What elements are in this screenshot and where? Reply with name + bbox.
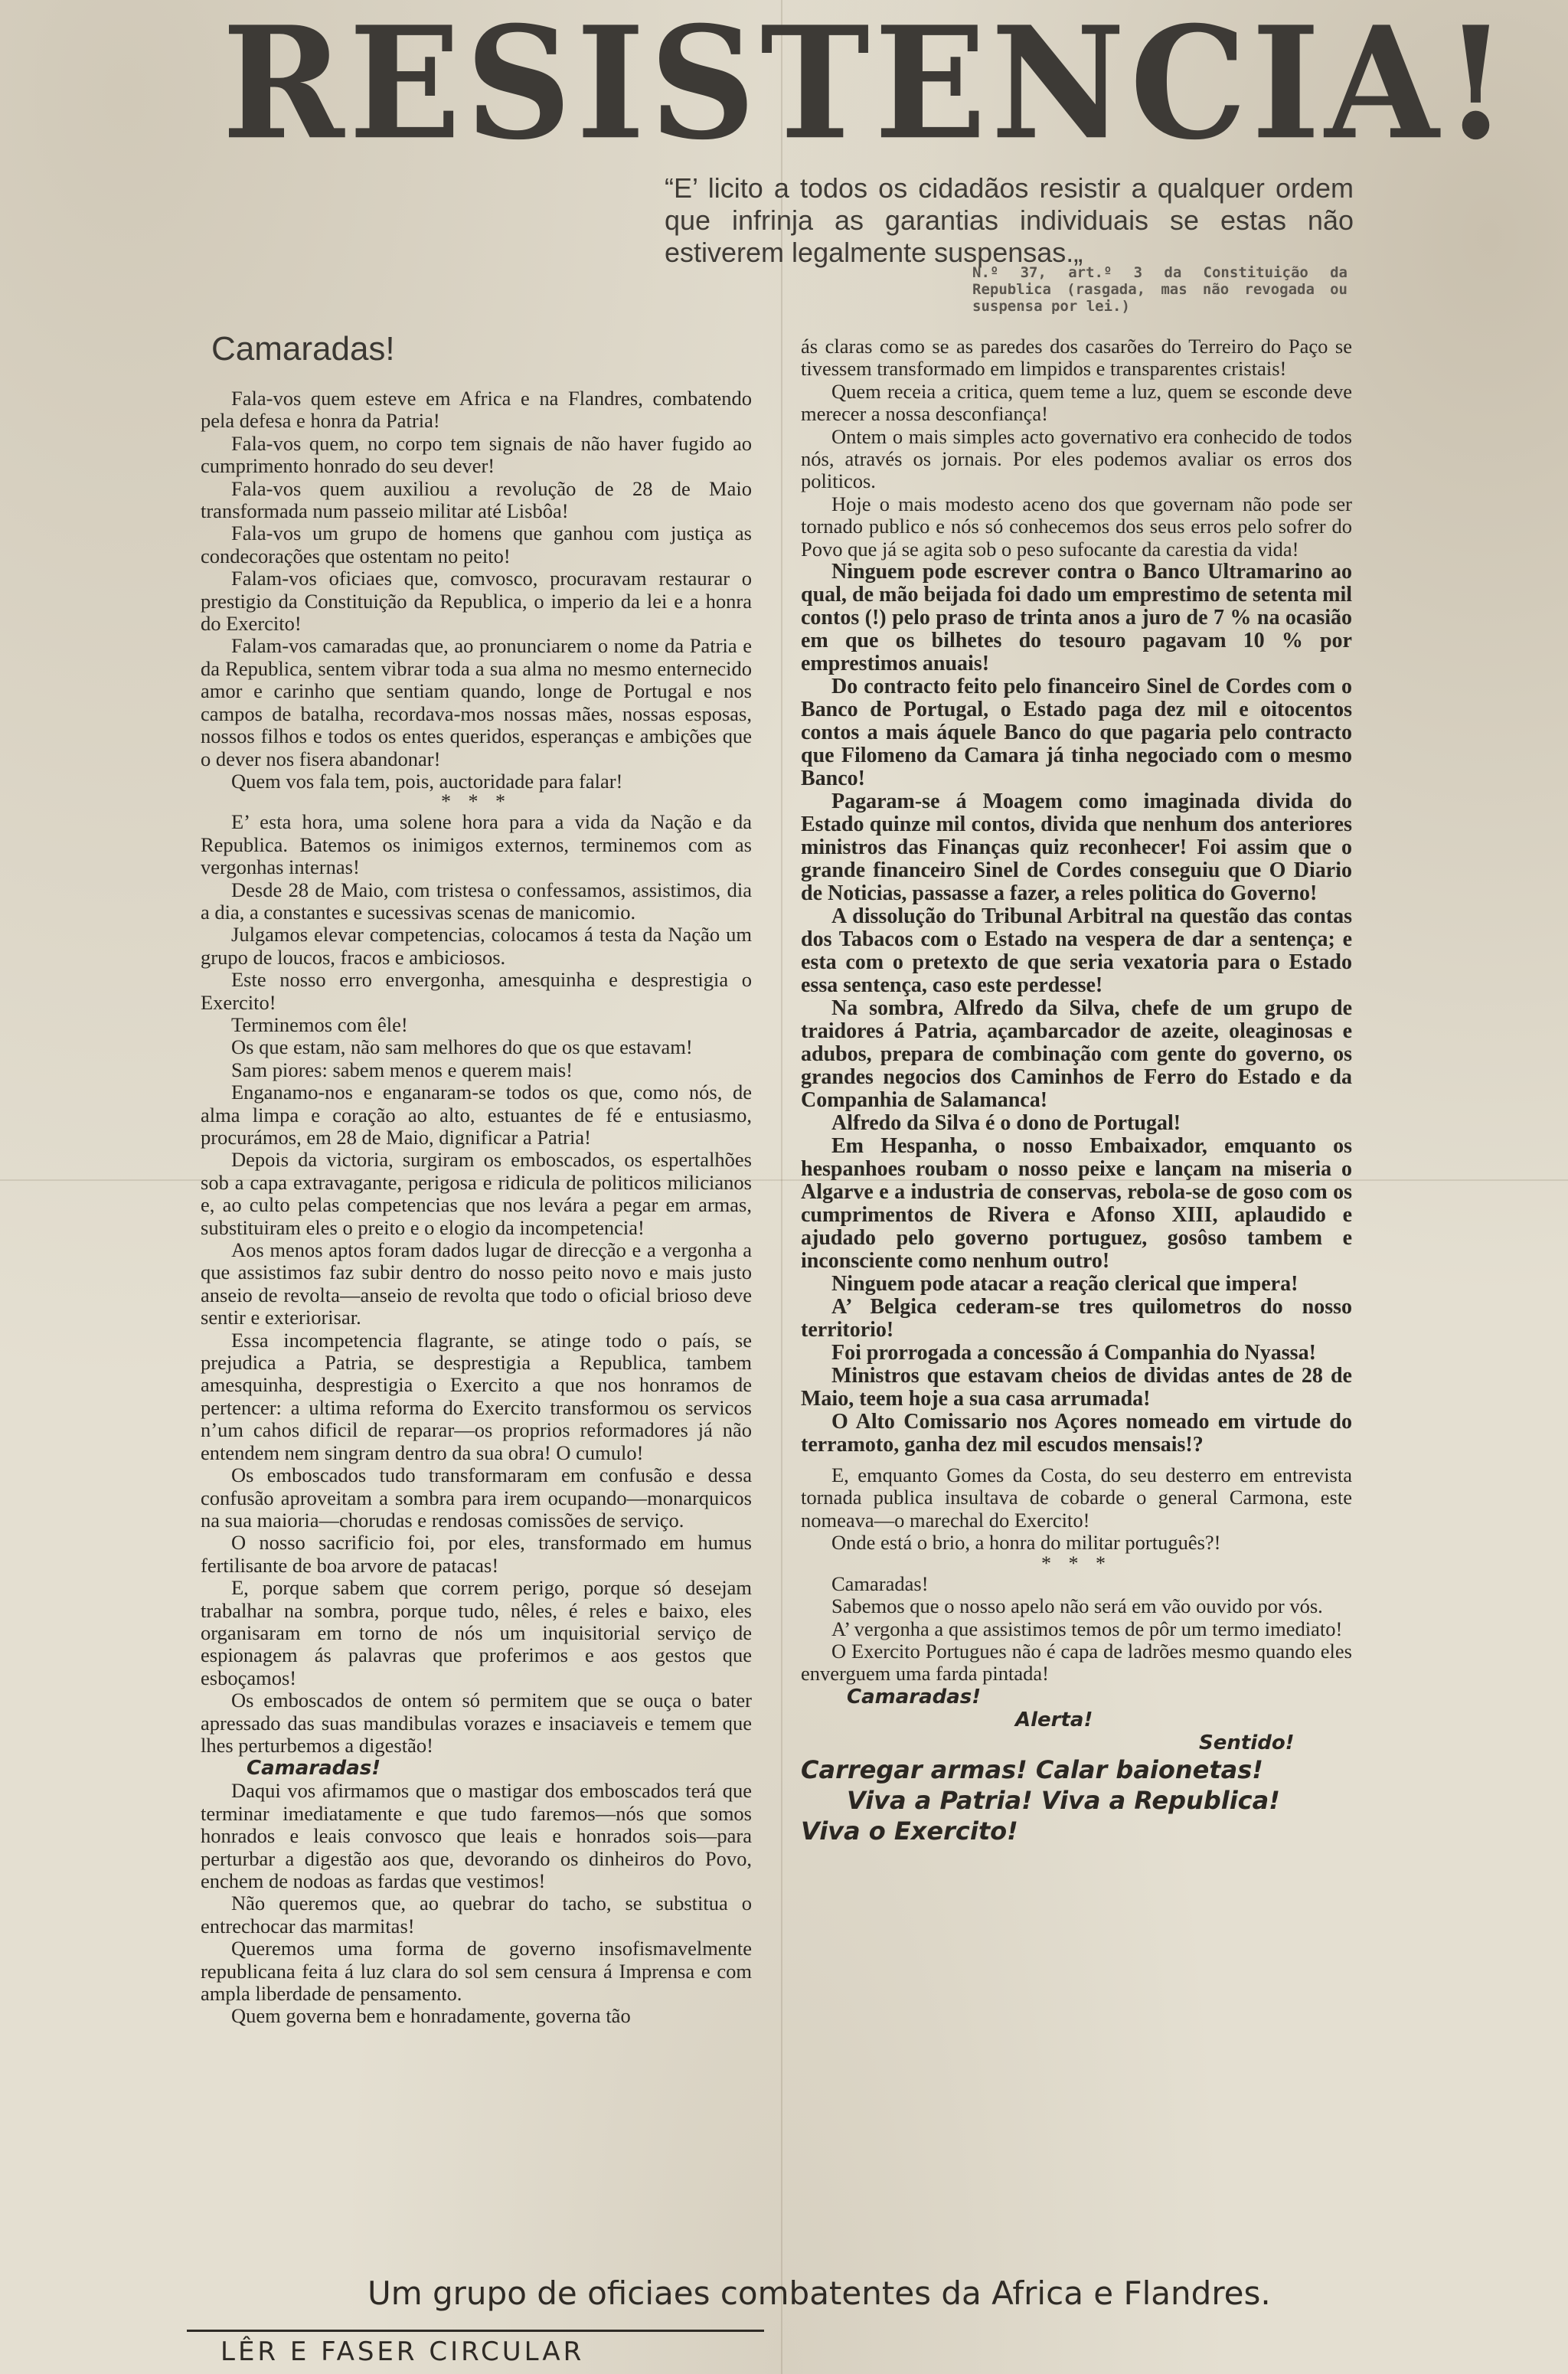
- left-heading-wrap: [205, 329, 511, 374]
- paragraph: Sam piores: sabem menos e querem mais!: [231, 1058, 573, 1081]
- paragraph: ás claras como se as paredes dos casarões do Terreiro do Paço se tivessem transformado em limpidos e transparentes cristais!: [801, 335, 1352, 381]
- paragraph: Sabemos que o nosso apelo não será em vão ouvido por vós.: [831, 1594, 1323, 1618]
- subheading-camaradas: Camaradas!: [247, 1757, 381, 1780]
- call-sentido: Sentido!: [1199, 1731, 1295, 1754]
- paragraph: Desde 28 de Maio, com tristesa o confessamos, assistimos, dia a dia, a constantes e sucessivas scenas de manicomio.: [201, 878, 752, 924]
- fold-line-vertical: [781, 0, 782, 2374]
- subheading-camaradas: Camaradas!: [847, 1685, 982, 1709]
- paragraph: Quem vos fala tem, pois, auctoridade para falar!: [231, 769, 623, 793]
- paragraph: E’ esta hora, uma solene hora para a vida da Nação e da Republica. Batemos os inimigos externos, terminemos com as vergonhas internas!: [201, 810, 752, 879]
- paragraph-bold: Em Hespanha, o nosso Embaixador, emquanto os hespanhoes roubam o nosso peixe e lançam na miseria o Algarve e a industria de conservas, rebola-se de goso com os cumprimentos de Rivera e Afonso XIII, aplaudido e ajudado pelo governo portuguez, gosôso tambem e inconsciente como nenhum outro!: [801, 1134, 1352, 1274]
- paragraph: A’ vergonha a que assistimos temos de pôr um termo imediato!: [831, 1617, 1343, 1640]
- paragraph-bold: Ninguem pode atacar a reação clerical que impera!: [831, 1272, 1298, 1297]
- paragraph: Ontem o mais simples acto governativo era conhecido de todos nós, através os jornais. Por eles podemos avaliar os erros dos politicos.: [801, 424, 1352, 493]
- paragraph: Camaradas!: [831, 1571, 929, 1595]
- paragraph: Hoje o mais modesto aceno dos que governam não pode ser tornado publico e nós só conhecemos dos seus erros pelo sofrer do Povo que já se agita sob o peso sufocante da carestia da vida!: [801, 492, 1352, 561]
- paragraph: Terminemos com êle!: [231, 1012, 408, 1036]
- paragraph: E, porque sabem que correm perigo, porque só desejam trabalhar na sombra, porque tudo, nêles, é reles e baixo, eles organisaram em torno de nós um inquisitorial serviço de espionagem ás palavras que proferimos e aos gestos que esboçamos!: [201, 1576, 752, 1689]
- paragraph-bold: O Alto Comissario nos Açores nomeado em virtude do terramoto, ganha dez mil escudos mensais!?: [801, 1410, 1352, 1457]
- paragraph-bold: Ninguem pode escrever contra o Banco Ultramarino ao qual, de mão beijada foi dado um emprestimo de setenta mil contos (!) pelo praso de trinta anos a juro de 7 % na ocasião em que os bilhetes do tesouro pagavam 10 % por emprestimos anuais!: [801, 560, 1352, 676]
- paragraph: Onde está o brio, a honra do militar português?!: [831, 1531, 1221, 1555]
- circular-instruction: LÊR E FASER CIRCULAR: [187, 2330, 764, 2367]
- paragraph: Depois da victoria, surgiram os emboscados, os espertalhões sob a capa extravagante, perigosa e ridicula de politicos milicianos e, ao culto pelas competencias que nos levára a pegar em armas, substituiram eles o preito e o elogio da incompetencia!: [201, 1148, 752, 1239]
- paragraph-bold: Na sombra, Alfredo da Silva, chefe de um grupo de traidores á Patria, açambarcador de azeite, oleaginosas e adubos, prepara de combinação com gente do governo, os grandes negocios dos Caminhos de Ferro do Estado e da Companhia de Salamanca!: [801, 996, 1352, 1113]
- paragraph: Fala-vos quem auxiliou a revolução de 28 de Maio transformada num passeio militar até Lisbôa!: [201, 476, 752, 523]
- call-alerta: Alerta!: [1015, 1708, 1093, 1731]
- right-column: [801, 335, 1352, 1846]
- paragraph-bold: A’ Belgica cederam-se tres quilometros do nosso territorio!: [801, 1295, 1352, 1342]
- paragraph: Enganamo-nos e enganaram-se todos os que, como nós, de alma limpa e coração ao alto, estuantes de fé e entusiasmo, procurámos, em 28 de Maio, dignificar a Patria!: [201, 1081, 752, 1149]
- paragraph-bold: Alfredo da Silva é o dono de Portugal!: [831, 1111, 1181, 1136]
- paragraph: Os que estam, não sam melhores do que os que estavam!: [231, 1035, 693, 1059]
- paragraph: Não queremos que, ao quebrar do tacho, se substitua o entrechocar das marmitas!: [201, 1892, 752, 1937]
- paragraph: Aos menos aptos foram dados lugar de direcção e a vergonha a que assistimos faz subir dentro do nosso peito novo e mais justo anseio de revolta—anseio de revolta que todo o oficial brioso deve sentir e exteriorisar.: [201, 1238, 752, 1329]
- closing-line-2: Viva a Patria! Viva a Republica!: [847, 1785, 1280, 1815]
- section-divider: * * *: [1041, 1552, 1112, 1574]
- constitution-reference: N.º 37, art.º 3 da Constituição da Republica (rasgada, mas não revogada ou suspensa por lei.): [972, 264, 1348, 315]
- constitution-quote: “E’ licito a todos os cidadãos resistir a qualquer ordem que infrinja as garantias individuais se estas não estiverem legalmente suspensas.„: [665, 172, 1354, 268]
- paragraph: Este nosso erro envergonha, amesquinha e desprestigia o Exercito!: [201, 968, 752, 1014]
- paragraph: Os emboscados de ontem só permitem que se ouça o bater apressado das suas mandibulas vorazes e insaciaveis e temem que lhes perturbemos a digestão!: [201, 1689, 752, 1757]
- paragraph: Fala-vos um grupo de homens que ganhou com justiça as condecorações que ostentam no peito!: [201, 522, 752, 567]
- leaflet-title: RESISTENCIA!: [222, 0, 1513, 175]
- paragraph-bold: Pagaram-se á Moagem como imaginada divida do Estado quinze mil contos, divida que nenhum dos anteriores ministros das Finanças quiz reconhecer! Foi assim que o grande financeiro Sinel de Cordes conseguiu que O Diario de Noticias, passasse a fazer, a reles politica do Governo!: [801, 790, 1352, 906]
- left-heading: Camaradas!: [211, 330, 395, 368]
- paragraph: Queremos uma forma de governo insofismavelmente republicana feita á luz clara do sol sem censura á Imprensa e com ampla liberdade de pensamento.: [201, 1937, 752, 2006]
- paragraph: Falam-vos oficiaes que, comvosco, procuravam restaurar o prestigio da Constituição da Republica, o imperio da lei e a honra do Exercito!: [201, 567, 752, 636]
- paragraph: Os emboscados tudo transformaram em confusão e dessa confusão aproveitam a sombra para irem ocupando—monarquicos na sua maioria—chorudas e rendosas comissões de serviço.: [201, 1463, 752, 1532]
- paragraph: Falam-vos camaradas que, ao pronunciarem o nome da Patria e da Republica, sentem vibrar toda a sua alma no mesmo enternecido amor e carinho que sentiam quando, longe de Portugal e nos campos de batalha, recordava-mos nossas mães, nossas esposas, nossos filhos e todos os entes queridos, esperanças e ambições que o dever nos fisera abandonar!: [201, 634, 752, 770]
- paragraph: Daqui vos afirmamos que o mastigar dos emboscados terá que terminar imediatamente e que tudo faremos—nós que somos honrados e leais convosco que leais e honrados sois—para perturbar a digestão aos que, devorando os dinheiros do Povo, enchem de nodoas as fardas que vestimos!: [201, 1779, 752, 1892]
- paragraph-bold: Do contracto feito pelo financeiro Sinel de Cordes com o Banco de Portugal, o Estado paga dez mil e oitocentos contos a mais áquele Banco do que pagaria pelo contracto que Filomeno da Camara já tinha negociado com o mesmo Banco!: [801, 675, 1352, 791]
- paragraph: Fala-vos quem esteve em Africa e na Flandres, combatendo pela defesa e honra da Patria!: [201, 387, 752, 433]
- signature-line: Um grupo de oficiaes combatentes da Africa e Flandres.: [368, 2274, 1271, 2312]
- paragraph: O Exercito Portugues não é capa de ladrões mesmo quando eles enverguem uma farda pintada!: [801, 1639, 1352, 1686]
- paragraph: Julgamos elevar competencias, colocamos á testa da Nação um grupo de loucos, fracos e ambiciosos.: [201, 923, 752, 969]
- paragraph: E, emquanto Gomes da Costa, do seu desterro em entrevista tornada publica insultava de cobarde o general Carmona, este nomeava—o marechal do Exercito!: [801, 1463, 1352, 1532]
- paragraph: Fala-vos quem, no corpo tem signais de não haver fugido ao cumprimento honrado do seu dever!: [201, 431, 752, 478]
- closing-line-3: Viva o Exercito!: [801, 1816, 1018, 1846]
- paragraph: Quem governa bem e honradamente, governa tão: [231, 2004, 631, 2028]
- paragraph: Quem receia a critica, quem teme a luz, quem se esconde deve merecer a nossa desconfiança!: [801, 379, 1352, 426]
- closing-line-1: Carregar armas! Calar baionetas!: [801, 1754, 1263, 1784]
- paragraph-bold: Foi prorrogada a concessão á Companhia do Nyassa!: [831, 1341, 1316, 1365]
- paragraph-bold: Ministros que estavam cheios de dividas antes de 28 de Maio, teem hoje a sua casa arrumada!: [801, 1364, 1352, 1411]
- left-column: [201, 387, 752, 2028]
- paragraph: O nosso sacrificio foi, por eles, transformado em humus fertilisante de boa arvore de patacas!: [201, 1531, 752, 1577]
- section-divider: * * *: [441, 790, 511, 813]
- paragraph: Essa incompetencia flagrante, se atinge todo o país, se prejudica a Patria, se desprestigia a Republica, tambem amesquinha, desprestigia o Exercito a que nos honramos de pertencer: a ultima reforma do Exercito transformou os servicos n’um cahos dificil de reparar—os proprios reformadores já não entendem nem singram dentro da sua obra! O cumulo!: [201, 1328, 752, 1464]
- paragraph-bold: A dissolução do Tribunal Arbitral na questão das contas dos Tabacos com o Estado na vespera de dar a sentença; e esta com o pretexto de que seria vexatoria para o Estado essa sentença, caso este perdesse!: [801, 904, 1352, 998]
